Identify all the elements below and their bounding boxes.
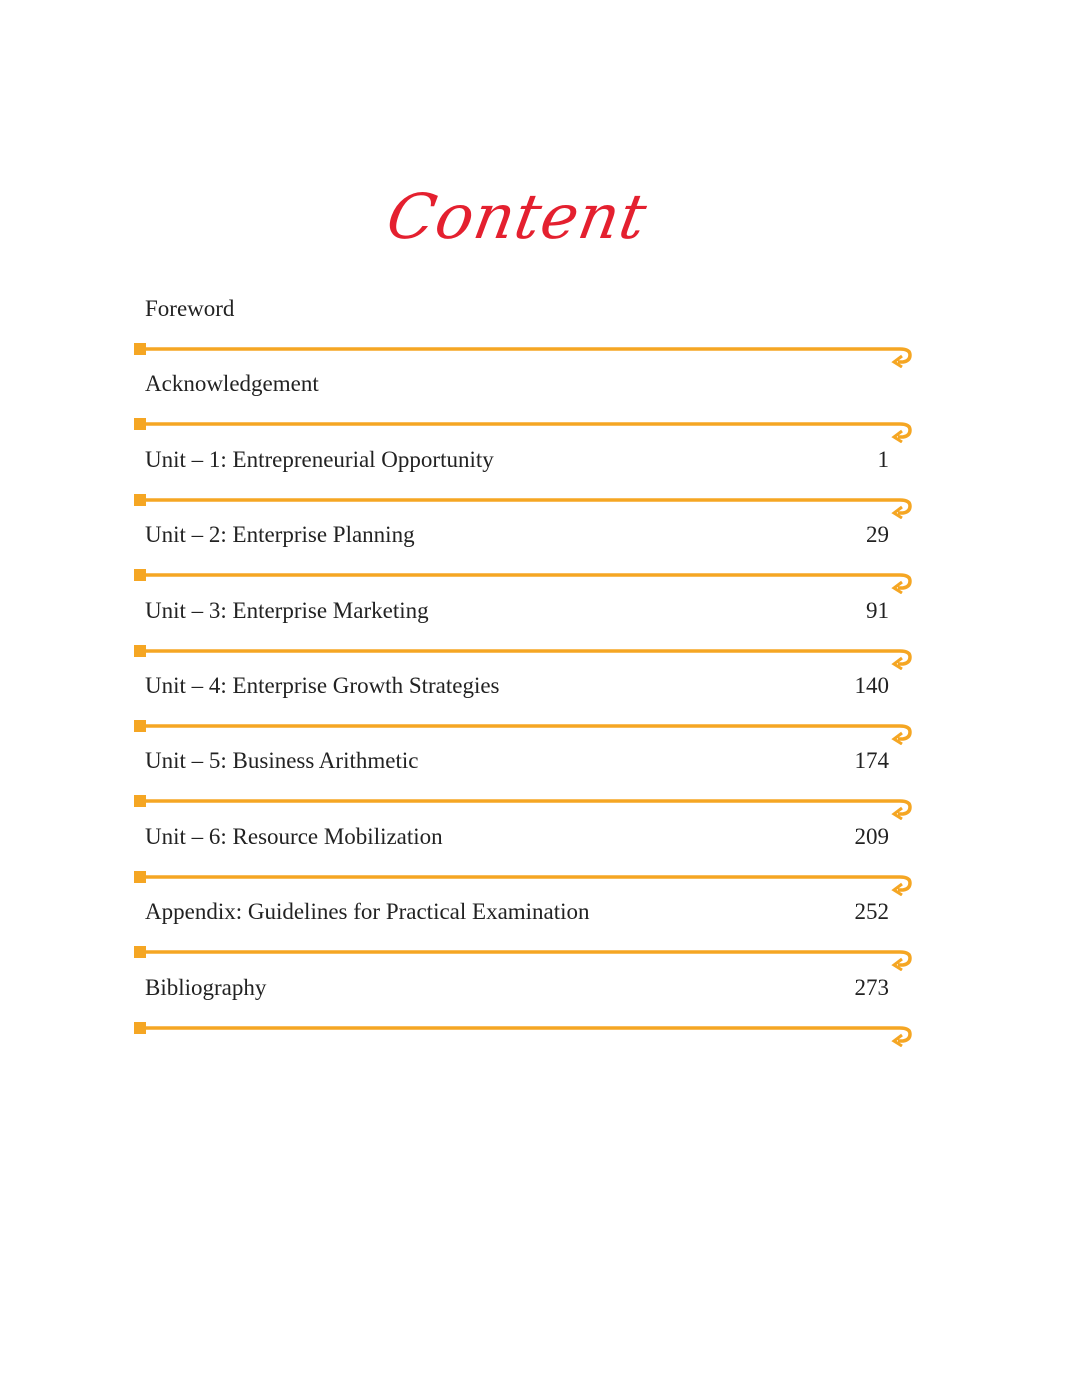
bullet-square-icon: [134, 343, 146, 355]
bullet-square-icon: [134, 871, 146, 883]
toc-entry-title: Unit – 3: Enterprise Marketing: [145, 597, 429, 623]
toc-entry[interactable]: [0, 820, 1074, 895]
table-of-contents: [0, 292, 1074, 1046]
divider-rule: [132, 945, 916, 971]
divider-line: [146, 349, 910, 362]
toc-entry-page: 29: [866, 522, 889, 548]
divider-rule: [132, 417, 916, 443]
toc-entry[interactable]: [0, 292, 1074, 367]
divider-line: [146, 877, 910, 890]
bullet-square-icon: [134, 418, 146, 430]
divider-line: [146, 651, 910, 664]
toc-entry-title: Unit – 5: Business Arithmetic: [145, 748, 419, 774]
toc-entry-title: Bibliography: [145, 974, 267, 1000]
toc-entry[interactable]: [0, 443, 1074, 518]
bullet-square-icon: [134, 569, 146, 581]
divider-rule: [132, 719, 916, 745]
divider-rule: [132, 870, 916, 896]
toc-entry[interactable]: [0, 895, 1074, 970]
toc-entry[interactable]: [0, 367, 1074, 442]
divider-rule: [132, 493, 916, 519]
divider-rule: [132, 568, 916, 594]
toc-entry-title: Unit – 4: Enterprise Growth Strategies: [145, 672, 500, 698]
toc-entry[interactable]: [0, 744, 1074, 819]
divider-line: [146, 575, 910, 588]
toc-entry-page: 140: [854, 672, 889, 698]
divider-line: [146, 1028, 910, 1041]
toc-entry-page: 209: [854, 823, 889, 849]
toc-entry[interactable]: [0, 518, 1074, 593]
divider-rule: [132, 644, 916, 670]
toc-entry-page: 174: [854, 748, 889, 774]
bullet-square-icon: [134, 720, 146, 732]
toc-entry-title: Unit – 1: Entrepreneurial Opportunity: [145, 446, 494, 472]
divider-line: [146, 424, 910, 437]
toc-entry-title: Appendix: Guidelines for Practical Examination: [145, 899, 590, 925]
bullet-square-icon: [134, 795, 146, 807]
toc-entry-page: 1: [877, 446, 889, 472]
toc-entry-title: Acknowledgement: [145, 371, 319, 397]
divider-line: [146, 726, 910, 739]
bullet-square-icon: [134, 645, 146, 657]
toc-entry[interactable]: [0, 971, 1074, 1046]
toc-entry-title: Foreword: [145, 296, 235, 321]
divider-rule: [132, 342, 916, 368]
contents-heading: Content: [381, 180, 653, 253]
divider-rule: [132, 794, 916, 820]
toc-entry-page: 273: [854, 974, 889, 1000]
bullet-square-icon: [134, 946, 146, 958]
toc-entry[interactable]: [0, 669, 1074, 744]
bullet-square-icon: [134, 1022, 146, 1034]
toc-entry-page: 91: [866, 597, 889, 623]
bullet-square-icon: [134, 494, 146, 506]
toc-entry-title: Unit – 2: Enterprise Planning: [145, 522, 415, 548]
divider-line: [146, 801, 910, 814]
toc-entry-title: Unit – 6: Resource Mobilization: [145, 823, 443, 849]
divider-rule: [132, 1021, 916, 1047]
divider-line: [146, 952, 910, 965]
toc-entry-page: 252: [854, 899, 889, 925]
toc-entry[interactable]: [0, 594, 1074, 669]
divider-line: [146, 500, 910, 513]
